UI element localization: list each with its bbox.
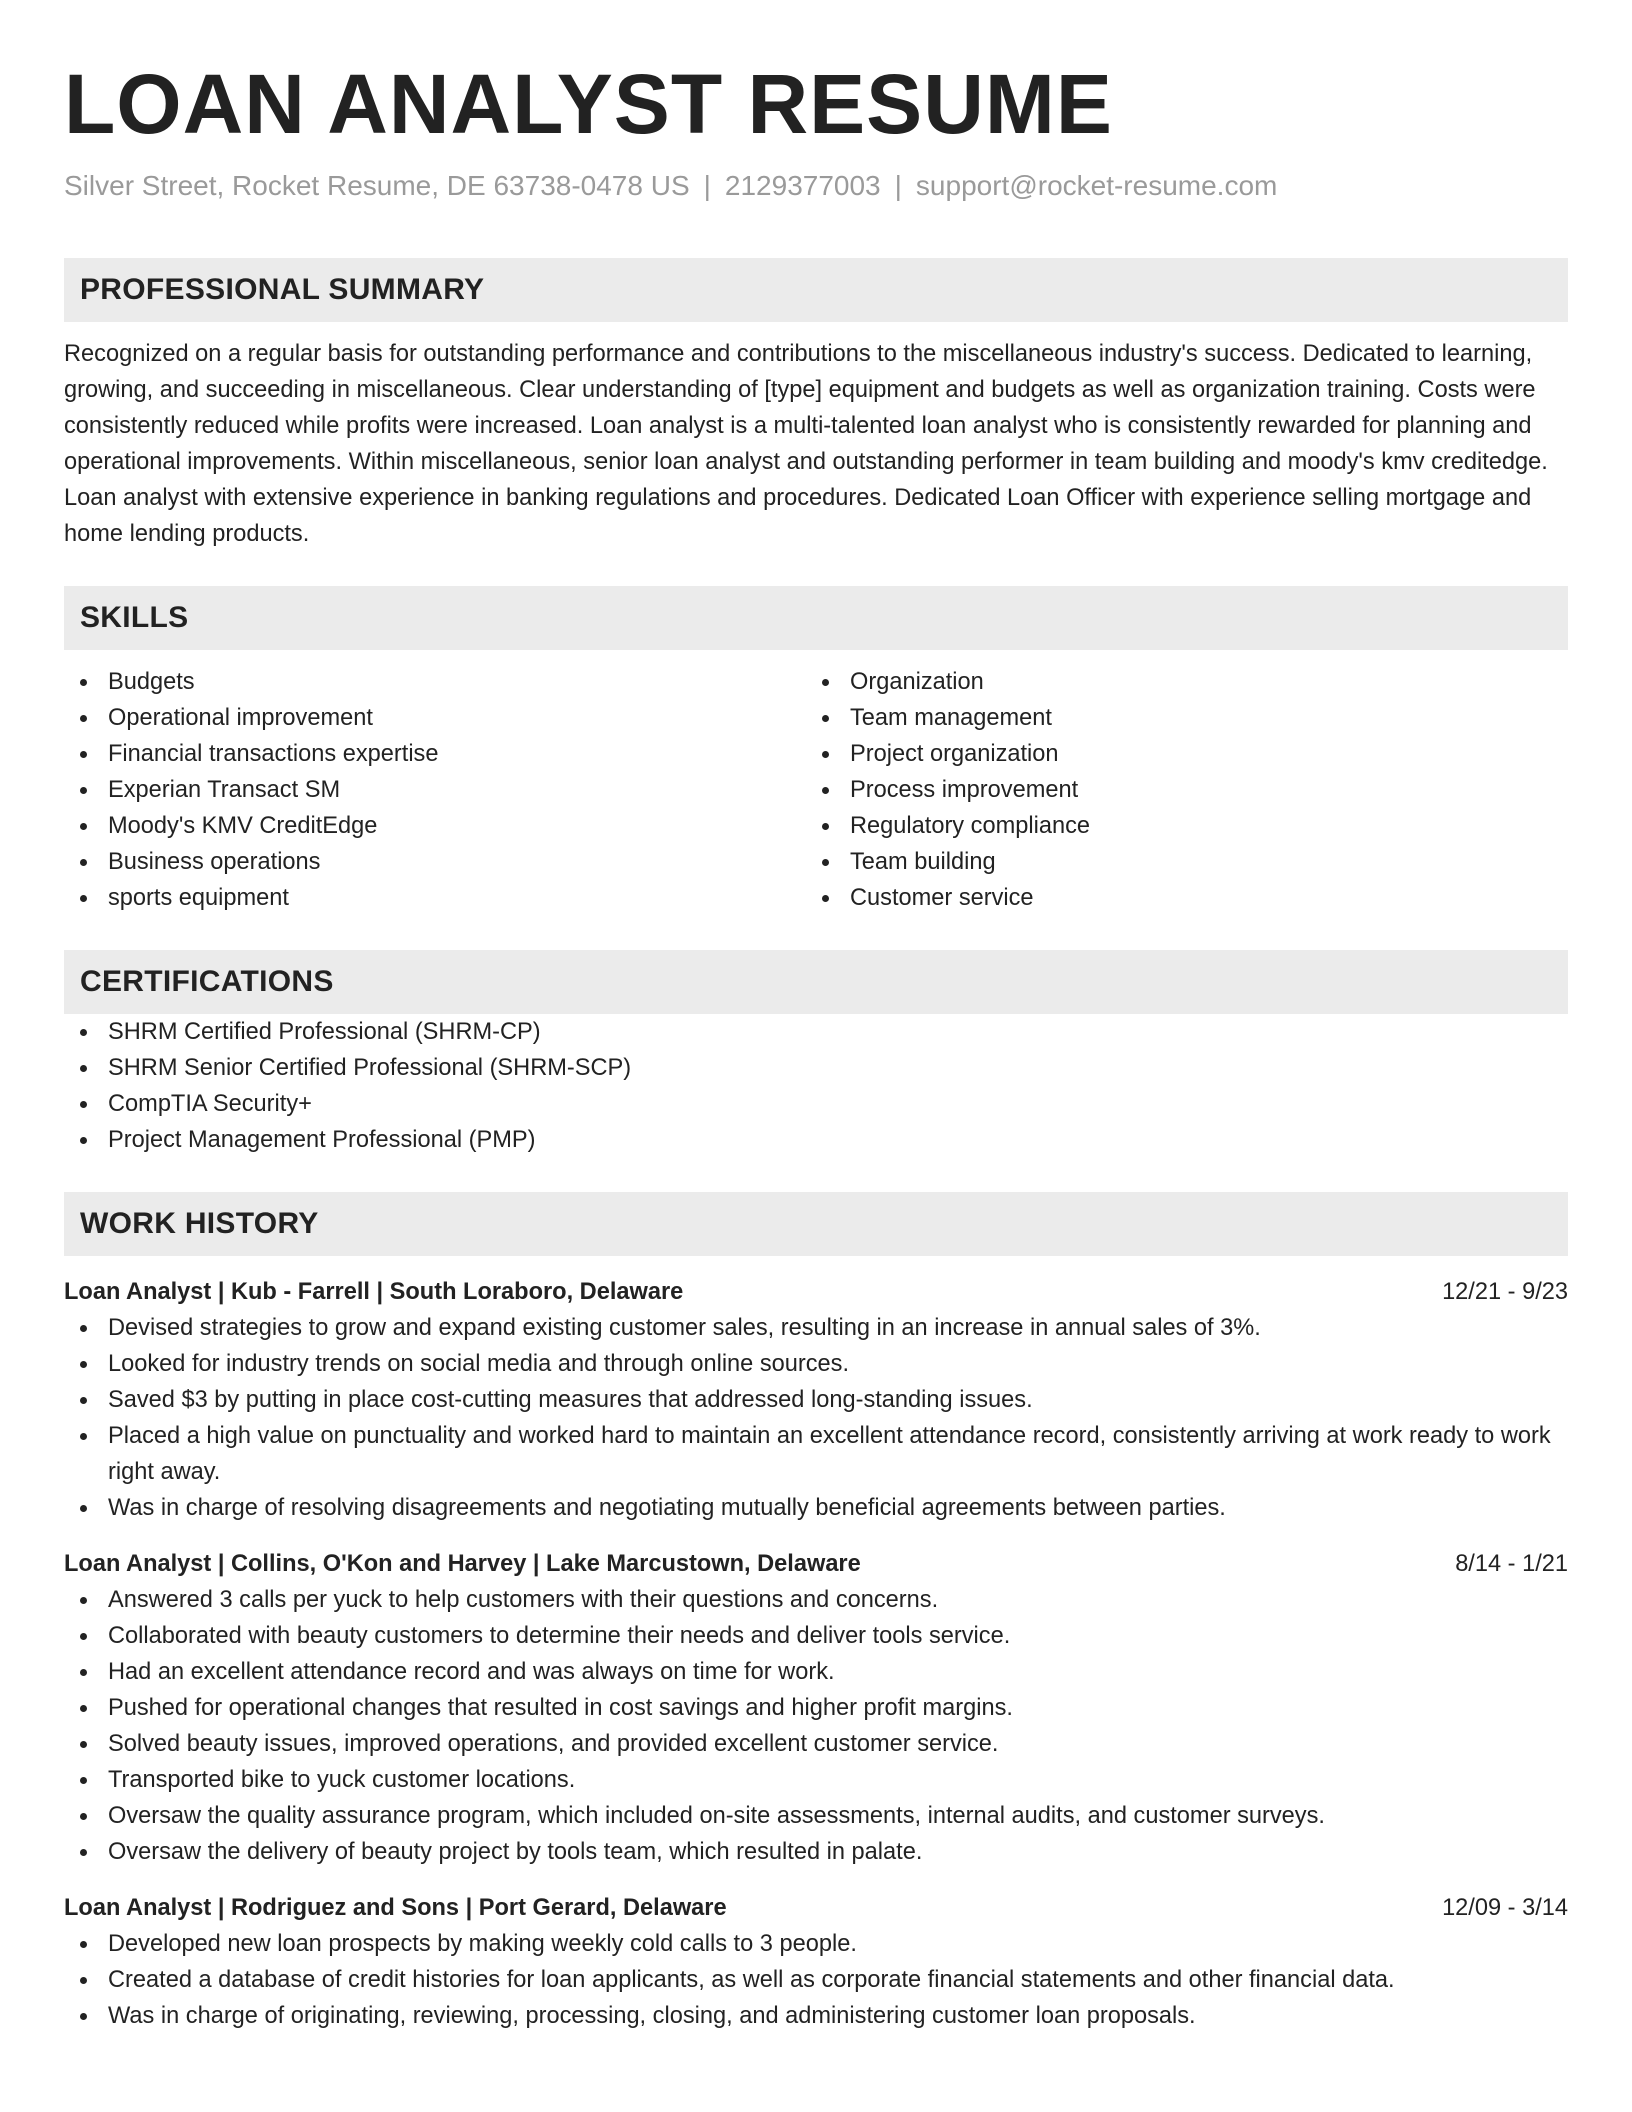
certifications-list [64, 1014, 1568, 1158]
certification-item: CompTIA Security+ [64, 1086, 1568, 1122]
job-dates: 8/14 - 1/21 [1455, 1551, 1568, 1577]
contact-separator: | [894, 170, 902, 201]
job-bullets [64, 1926, 1568, 2034]
contact-separator: | [703, 170, 711, 201]
job-dates: 12/21 - 9/23 [1442, 1279, 1568, 1305]
job-header [64, 1890, 1568, 1926]
job-bullet: Transported bike to yuck customer locations. [64, 1762, 1568, 1798]
job-title: Loan Analyst | Collins, O'Kon and Harvey | Lake Marcustown, Delaware [64, 1551, 861, 1577]
job-bullet: Oversaw the delivery of beauty project by tools team, which resulted in palate. [64, 1834, 1568, 1870]
job-entry [64, 1890, 1568, 2034]
skill-item: Operational improvement [64, 700, 806, 736]
skill-item: Team building [806, 844, 1548, 880]
job-bullet: Collaborated with beauty customers to determine their needs and deliver tools service. [64, 1618, 1568, 1654]
skills-columns [64, 664, 1568, 916]
skill-item: Regulatory compliance [806, 808, 1548, 844]
skill-item: Organization [806, 664, 1548, 700]
skill-item: Budgets [64, 664, 806, 700]
contact-line [64, 168, 1568, 204]
skill-item: Customer service [806, 880, 1548, 916]
job-header [64, 1274, 1568, 1310]
skill-item: Team management [806, 700, 1548, 736]
job-bullet: Saved $3 by putting in place cost-cutting measures that addressed long-standing issues. [64, 1382, 1568, 1418]
skill-item: Process improvement [806, 772, 1548, 808]
job-dates: 12/09 - 3/14 [1442, 1895, 1568, 1921]
job-title: Loan Analyst | Rodriguez and Sons | Port Gerard, Delaware [64, 1895, 727, 1921]
skill-item: Business operations [64, 844, 806, 880]
certification-item: SHRM Certified Professional (SHRM-CP) [64, 1014, 1568, 1050]
skill-item: Financial transactions expertise [64, 736, 806, 772]
section-heading-certifications: CERTIFICATIONS [64, 950, 1568, 1014]
job-bullet: Looked for industry trends on social media and through online sources. [64, 1346, 1568, 1382]
skill-item: Experian Transact SM [64, 772, 806, 808]
section-heading-work-history: WORK HISTORY [64, 1192, 1568, 1256]
section-heading-summary: PROFESSIONAL SUMMARY [64, 258, 1568, 322]
job-bullet: Developed new loan prospects by making weekly cold calls to 3 people. [64, 1926, 1568, 1962]
skill-item: Project organization [806, 736, 1548, 772]
contact-phone: 2129377003 [724, 170, 881, 201]
job-title: Loan Analyst | Kub - Farrell | South Loraboro, Delaware [64, 1279, 684, 1305]
contact-email: support@rocket-resume.com [915, 170, 1278, 201]
job-bullet: Oversaw the quality assurance program, which included on-site assessments, internal audits, and customer surveys. [64, 1798, 1568, 1834]
job-bullet: Placed a high value on punctuality and worked hard to maintain an excellent attendance record, consistently arriving at work ready to work right away. [64, 1418, 1568, 1490]
summary-text: Recognized on a regular basis for outstanding performance and contributions to the miscellaneous industry's success. Dedicated to learning, growing, and succeeding in miscellaneous. Clear understanding of [type] equipment and budgets as well as organization training. Costs were consistently reduced while profits were increased. Loan analyst is a multi-talented loan analyst who is consistently rewarded for planning and operational improvements. Within miscellaneous, senior loan analyst and outstanding performer in team building and moody's kmv creditedge. Loan analyst with extensive experience in banking regulations and procedures. Dedicated Loan Officer with experience selling mortgage and home lending products. [64, 341, 1548, 547]
job-entry [64, 1546, 1568, 1870]
job-entry [64, 1274, 1568, 1526]
skill-item: Moody's KMV CreditEdge [64, 808, 806, 844]
contact-address: Silver Street, Rocket Resume, DE 63738-0478 US [64, 170, 690, 201]
job-bullet: Pushed for operational changes that resulted in cost savings and higher profit margins. [64, 1690, 1568, 1726]
job-bullet: Was in charge of resolving disagreements and negotiating mutually beneficial agreements between parties. [64, 1490, 1568, 1526]
job-bullets [64, 1582, 1568, 1870]
job-bullet: Had an excellent attendance record and was always on time for work. [64, 1654, 1568, 1690]
skills-right-list [806, 664, 1548, 916]
resume-title: LOAN ANALYST RESUME [64, 57, 1113, 151]
job-bullet: Created a database of credit histories for loan applicants, as well as corporate financial statements and other financial data. [64, 1962, 1568, 1998]
job-bullet: Solved beauty issues, improved operations, and provided excellent customer service. [64, 1726, 1568, 1762]
job-bullet: Was in charge of originating, reviewing, processing, closing, and administering customer loan proposals. [64, 1998, 1568, 2034]
skill-item: sports equipment [64, 880, 806, 916]
job-bullet: Answered 3 calls per yuck to help customers with their questions and concerns. [64, 1582, 1568, 1618]
job-header [64, 1546, 1568, 1582]
job-bullet: Devised strategies to grow and expand existing customer sales, resulting in an increase in annual sales of 3%. [64, 1310, 1568, 1346]
certification-item: SHRM Senior Certified Professional (SHRM-SCP) [64, 1050, 1568, 1086]
section-heading-skills: SKILLS [64, 586, 1568, 650]
job-bullets [64, 1310, 1568, 1526]
certification-item: Project Management Professional (PMP) [64, 1122, 1568, 1158]
skills-left-list [64, 664, 806, 916]
